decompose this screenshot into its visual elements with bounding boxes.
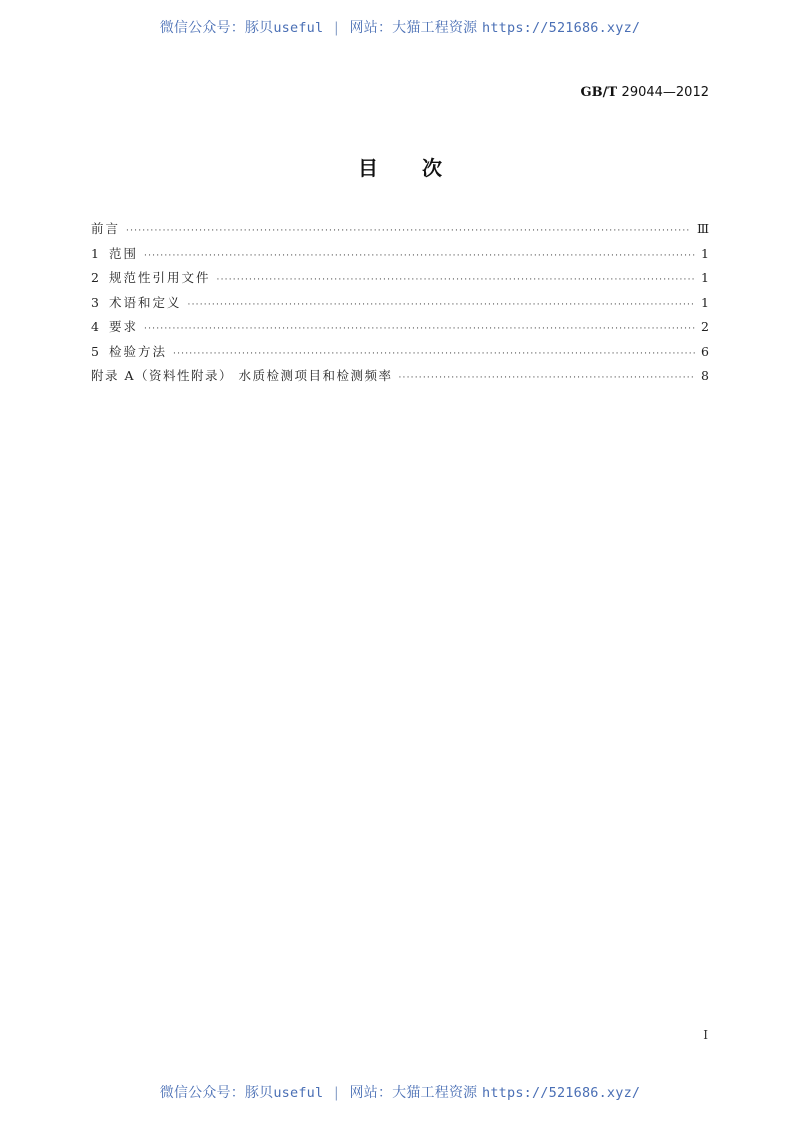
toc-entry-page: 1 [701,245,709,261]
toc-entry-label: 检验方法 [109,343,168,359]
toc-entry-page: 1 [701,294,709,310]
toc-leader-dots [398,373,695,383]
table-of-contents [91,219,709,391]
page-title: 目次 [358,156,486,180]
watermark-site-label: 网站：大猫工程资源 [349,1085,478,1101]
toc-entry-number: 1 [91,245,99,261]
toc-leader-dots [126,226,691,236]
toc-leader-dots [188,300,695,310]
toc-entry-number: 4 [91,319,99,334]
toc-entry-foreword[interactable] [91,219,709,244]
toc-entry-page: 1 [701,270,709,285]
toc-leader-dots [217,275,695,285]
toc-entry-label: 规范性引用文件 [109,270,211,285]
watermark-site-url[interactable]: https://521686.xyz/ [482,1085,641,1101]
toc-entry-test-methods[interactable] [91,342,709,367]
toc-entry-number: 5 [91,343,99,359]
toc-entry-page: 2 [701,319,709,334]
page-number: I [703,1028,708,1042]
toc-entry-page: Ⅲ [696,221,709,236]
toc-entry-number: 3 [91,294,99,310]
standard-prefix: GB/T [580,85,618,100]
watermark-site-url[interactable]: https://521686.xyz/ [482,20,641,36]
watermark-wechat-label: 微信公众号：豚贝 [159,20,274,36]
toc-entry-label: 要求 [109,319,139,334]
toc-entry-page: 6 [701,343,709,359]
toc-entry-label: 附录 A（资料性附录） 水质检测项目和检测频率 [91,368,393,383]
toc-leader-dots [173,349,695,359]
watermark-wechat-label: 微信公众号：豚贝 [159,1085,274,1101]
toc-leader-dots [144,251,695,261]
toc-entry-requirements[interactable] [91,317,709,342]
toc-entry-terms-definitions[interactable] [91,293,709,318]
watermark-bottom [0,1082,800,1102]
watermark-wechat-id: useful [273,1085,324,1101]
watermark-top [0,17,800,37]
watermark-separator: | [333,1085,339,1101]
toc-entry-label: 术语和定义 [109,294,182,310]
standard-number: 29044—2012 [621,85,709,100]
standard-code [581,85,710,100]
toc-entry-annex-a[interactable] [91,366,709,391]
watermark-separator: | [333,20,339,36]
toc-entry-scope[interactable] [91,244,709,269]
watermark-wechat-id: useful [273,20,324,36]
toc-entry-normative-references[interactable] [91,268,709,293]
toc-entry-label: 范围 [109,245,139,261]
toc-entry-label: 前言 [91,221,121,236]
toc-leader-dots [144,324,695,334]
toc-entry-page: 8 [701,368,709,383]
toc-entry-number: 2 [91,270,99,285]
watermark-site-label: 网站：大猫工程资源 [349,20,478,36]
